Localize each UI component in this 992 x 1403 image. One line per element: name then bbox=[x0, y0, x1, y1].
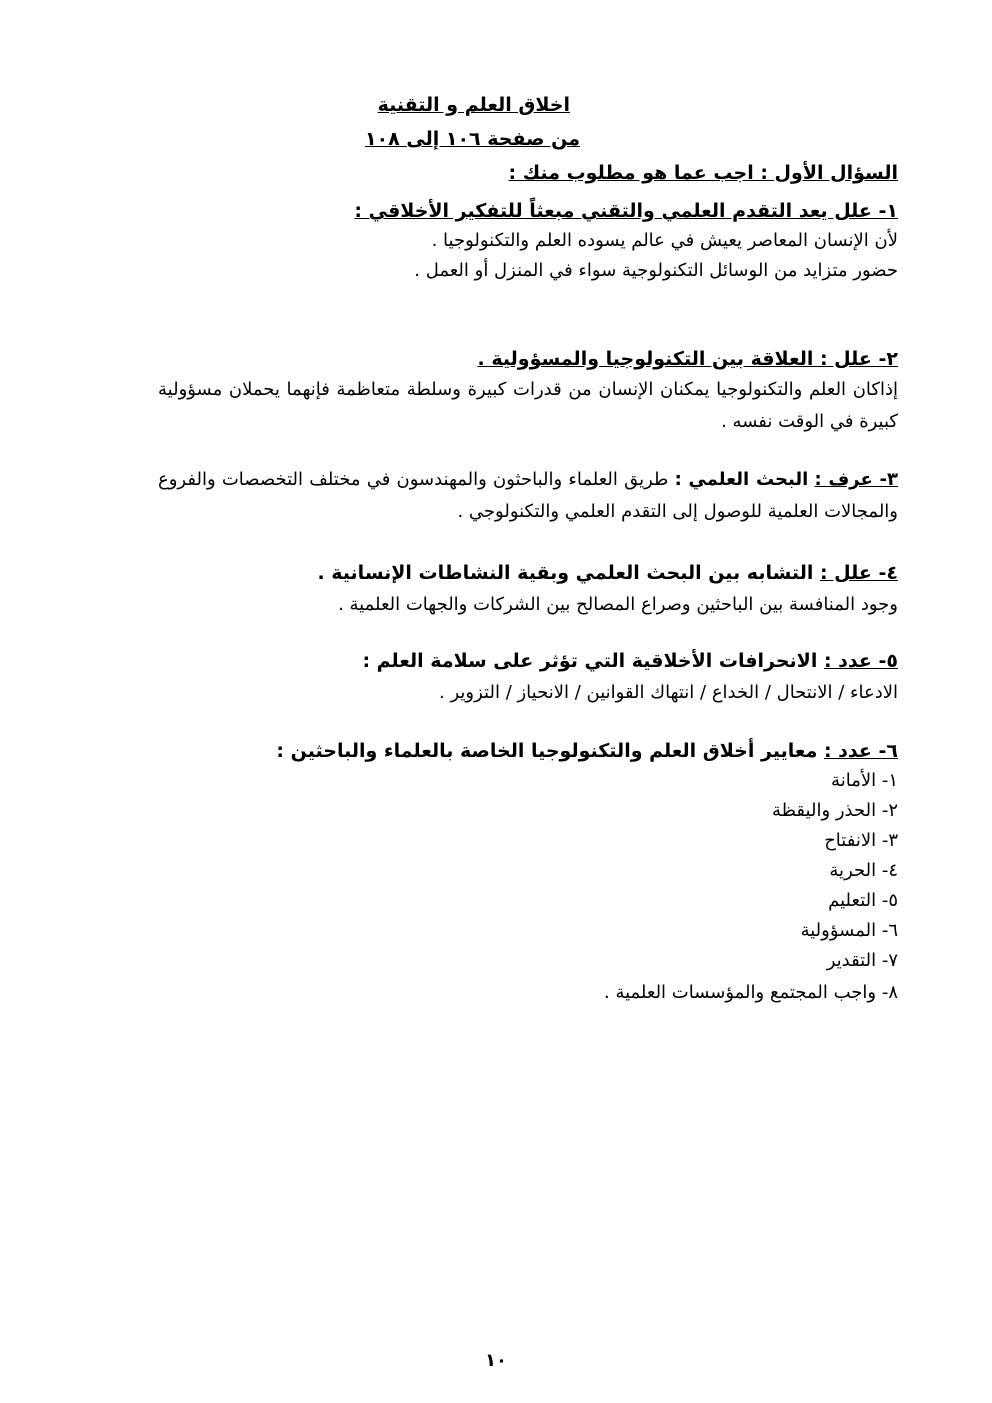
q6-item: ٤- الحرية bbox=[829, 860, 898, 881]
q3-answer: طريق العلماء والباحثون والمهندسون في مختلف التخصصات والفروع والمجالات العلمية للوصول إلى التقدم العلمي والتكنولوجي . bbox=[158, 469, 898, 522]
q3-term: البحث العلمي : bbox=[674, 469, 809, 490]
q6-heading: معايير أخلاق العلم والتكنولوجيا الخاصة بالعلماء والباحثين : bbox=[276, 740, 818, 762]
q2-answer: إذاكان العلم والتكنولوجيا يمكنان الإنسان من قدرات كبيرة وسلطة متعاظمة فإنهما يحملان مسؤولية كبيرة في الوقت نفسه . bbox=[158, 379, 898, 432]
q3-block bbox=[158, 464, 898, 528]
q4-block bbox=[317, 558, 898, 588]
q5-label: ٥- عدد : bbox=[823, 650, 898, 672]
q5-answer: الادعاء / الانتحال / الخداع / انتهاك القوانين / الانحياز / التزوير . bbox=[439, 682, 898, 703]
q6-item: ٥- التعليم bbox=[828, 890, 898, 911]
q1-answer-line-2: حضور متزايد من الوسائل التكنولوجية سواء في المنزل أو العمل . bbox=[414, 260, 898, 281]
page-range: من صفحة ١٠٦ إلى ١٠٨ bbox=[364, 128, 580, 150]
q6-item: ٦- المسؤولية bbox=[800, 920, 898, 941]
q6-label: ٦- عدد : bbox=[823, 740, 898, 762]
q6-item: ٣- الانفتاح bbox=[824, 830, 898, 851]
q1-heading: ١- علل يعد التقدم العلمي والتقني مبعثاً للتفكير الأخلاقي : bbox=[354, 200, 898, 222]
page-number: ١٠ bbox=[485, 1350, 507, 1371]
q3-label: ٣- عرف : bbox=[814, 469, 898, 490]
q4-heading: التشابه بين البحث العلمي وبقية النشاطات الإنسانية . bbox=[317, 562, 814, 584]
q6-item: ٨- واجب المجتمع والمؤسسات العلمية . bbox=[604, 982, 898, 1003]
document-title: اخلاق العلم و التقنية bbox=[377, 94, 570, 116]
q6-item: ٢- الحذر واليقظة bbox=[772, 800, 898, 821]
q6-block bbox=[276, 736, 898, 766]
q2-heading: ٢- علل : العلاقة بين التكنولوجيا والمسؤولية . bbox=[477, 348, 898, 370]
q6-item: ١- الأمانة bbox=[831, 770, 898, 791]
q5-block bbox=[362, 646, 898, 676]
q5-heading: الانحرافات الأخلاقية التي تؤثر على سلامة العلم : bbox=[362, 650, 818, 672]
q1-answer-line-1: لأن الإنسان المعاصر يعيش في عالم يسوده العلم والتكنولوجيا . bbox=[431, 230, 898, 251]
q6-item: ٧- التقدير bbox=[826, 950, 898, 971]
q4-label: ٤- علل : bbox=[819, 562, 898, 584]
question-header: السؤال الأول : اجب عما هو مطلوب منك : bbox=[508, 162, 898, 184]
q4-answer: وجود المنافسة بين الباحثين وصراع المصالح بين الشركات والجهات العلمية . bbox=[338, 594, 898, 615]
